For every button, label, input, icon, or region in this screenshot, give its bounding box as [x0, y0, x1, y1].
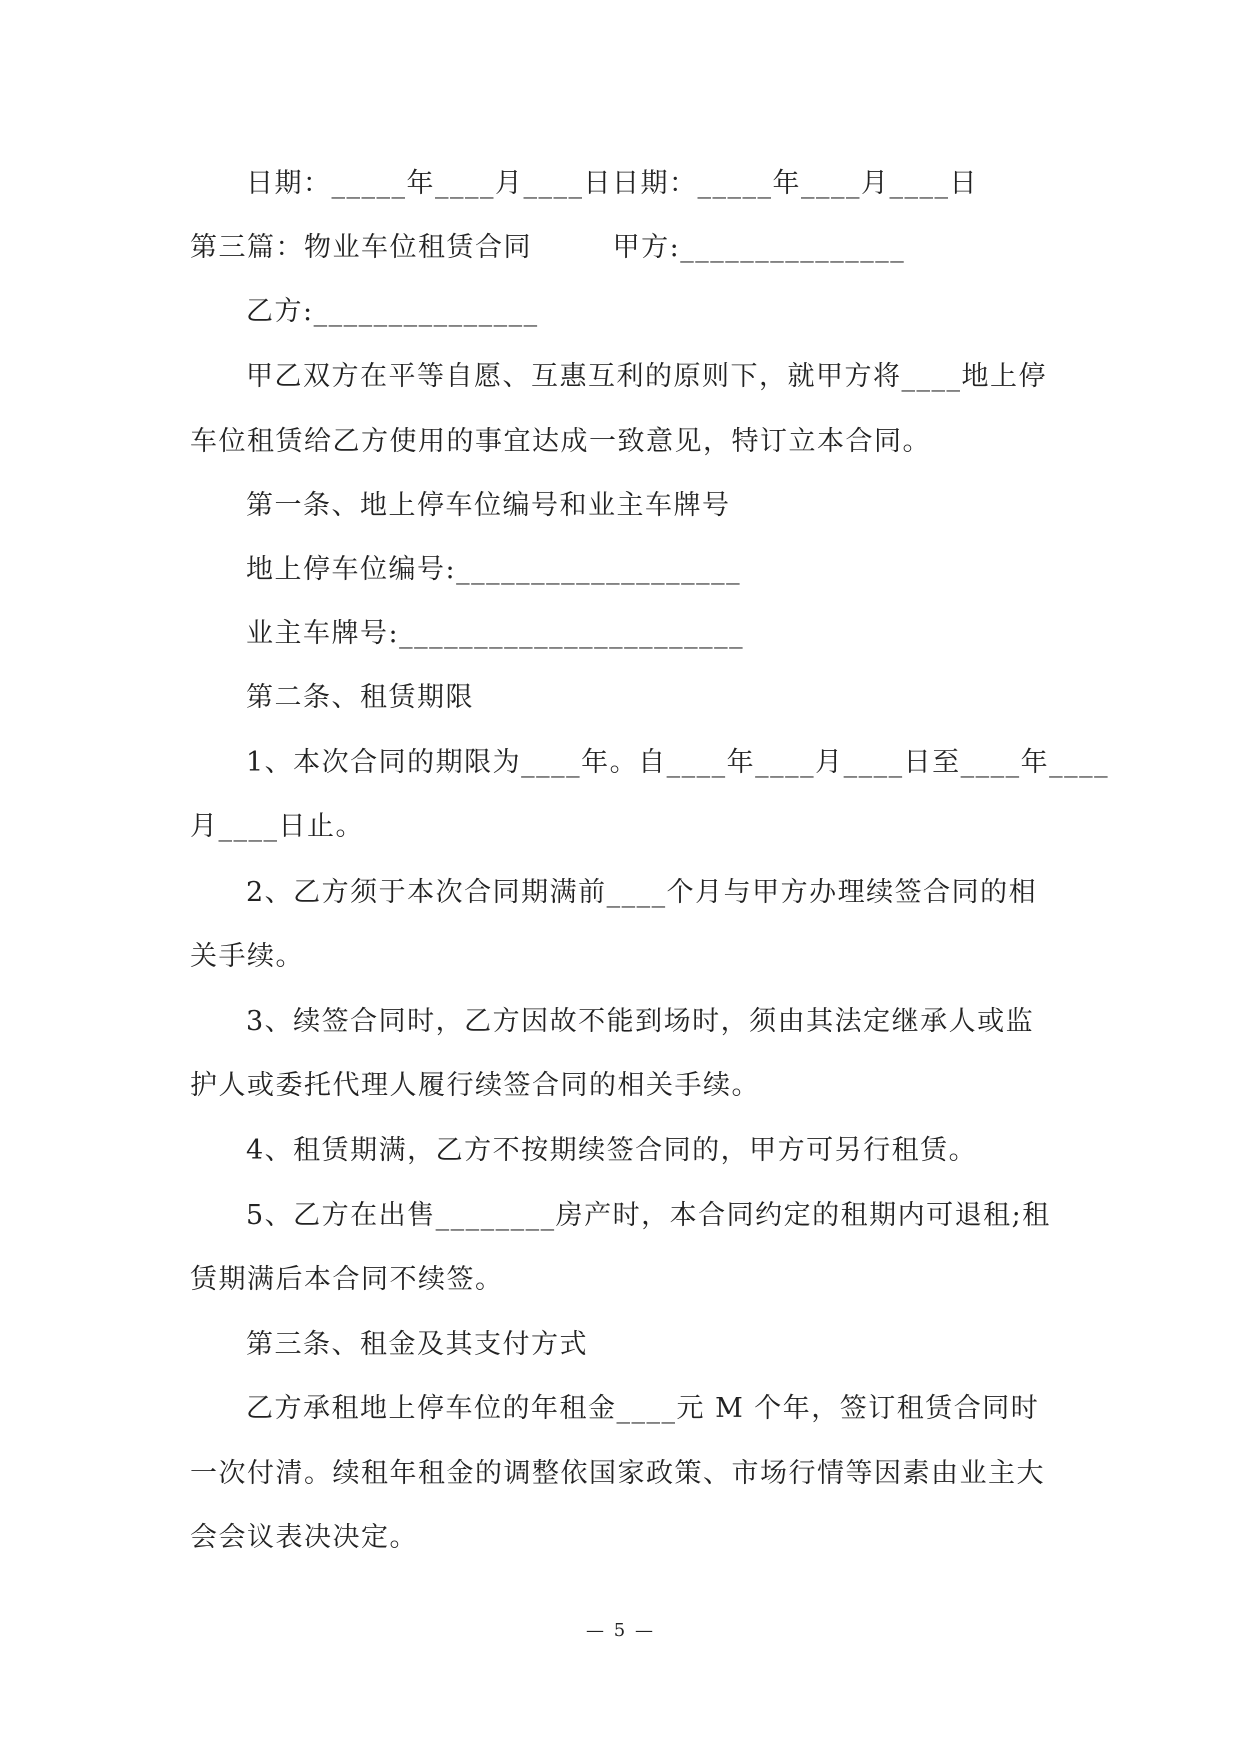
article-3-para-line-1: 乙方承租地上停车位的年租金____元 M 个年，签订租赁合同时	[246, 1393, 1040, 1424]
party-b-line: 乙方:_______________	[246, 296, 539, 327]
article-2-heading: 第二条、租赁期限	[246, 682, 474, 713]
preamble-line-2: 车位租赁给乙方使用的事宜达成一致意见，特订立本合同。	[190, 426, 931, 457]
preamble-line-1: 甲乙双方在平等自愿、互惠互利的原则下，就甲方将____地上停	[246, 361, 1047, 392]
clause-2-4: 4、租赁期满，乙方不按期续签合同的，甲方可另行租赁。	[246, 1135, 978, 1166]
date-line: 日期：_____年____月____日日期：_____年____月____日	[246, 168, 978, 199]
clause-2-5-line-2: 赁期满后本合同不续签。	[190, 1264, 504, 1295]
article-1-heading: 第一条、地上停车位编号和业主车牌号	[246, 490, 731, 521]
clause-2-3-line-2: 护人或委托代理人履行续签合同的相关手续。	[190, 1070, 760, 1101]
chapter-title-party-a: 第三篇：物业车位租赁合同 甲方:_______________	[190, 232, 906, 263]
clause-2-1-line-1: 1、本次合同的期限为____年。自____年____月____日至____年____	[246, 747, 1110, 778]
clause-2-3-line-1: 3、续签合同时，乙方因故不能到场时，须由其法定继承人或监	[246, 1006, 1035, 1037]
clause-2-2-line-1: 2、乙方须于本次合同期满前____个月与甲方办理续签合同的相	[246, 877, 1038, 908]
article-3-para-line-2: 一次付清。续租年租金的调整依国家政策、市场行情等因素由业主大	[190, 1458, 1045, 1489]
parking-space-number-line: 地上停车位编号:___________________	[246, 554, 742, 585]
article-3-para-line-3: 会会议表决决定。	[190, 1522, 418, 1553]
clause-2-1-line-2: 月____日止。	[190, 811, 364, 842]
clause-2-2-line-2: 关手续。	[190, 941, 304, 972]
clause-2-5-line-1: 5、乙方在出售________房产时，本合同约定的租期内可退租;租	[246, 1200, 1051, 1231]
page-number: — 5 —	[586, 1620, 655, 1641]
license-plate-line: 业主车牌号:_______________________	[246, 618, 745, 649]
article-3-heading: 第三条、租金及其支付方式	[246, 1329, 588, 1360]
